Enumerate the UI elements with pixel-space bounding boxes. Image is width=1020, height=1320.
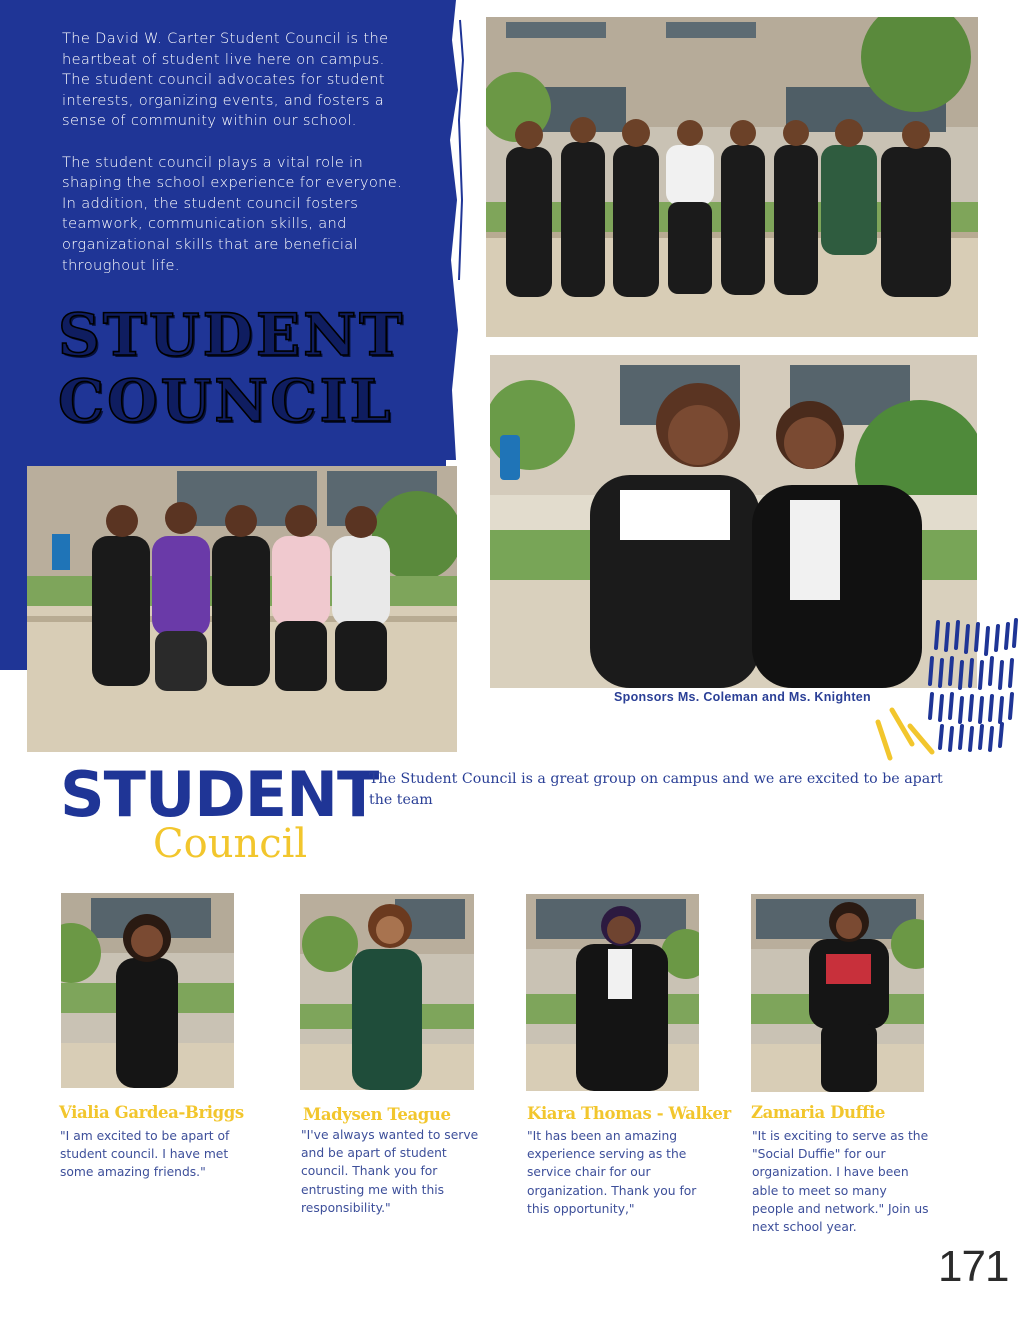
brush-stroke-decoration (446, 0, 464, 460)
decorative-stripes (926, 618, 1020, 752)
section-subheading: Council (153, 821, 308, 867)
group-photo-small (27, 466, 457, 752)
member-quote: "It is exciting to serve as the "Social Duffie" for our organization. I have been able to meet so many people and network." Join us next school year. (752, 1129, 929, 1235)
page-number: 171 (938, 1242, 1009, 1291)
section-heading: STUDENT (60, 758, 379, 831)
member-quote: "I am excited to be apart of student council. I have met some amazing friends." (60, 1129, 230, 1180)
member-quote: "It has been an amazing experience serving as the service chair for our organization. Thank you for this opportunity," (527, 1129, 697, 1216)
intro-text (62, 29, 412, 276)
blue-background-strip (0, 470, 27, 670)
decorative-yellow-strokes (872, 706, 936, 762)
member-name: Vialia Gardea-Briggs (59, 1103, 244, 1122)
member-portrait (526, 894, 699, 1091)
member-name: Kiara Thomas - Walker (527, 1104, 731, 1123)
sponsors-caption: Sponsors Ms. Coleman and Ms. Knighten (614, 690, 871, 704)
ornate-title-line-2: COUNCIL (58, 367, 394, 435)
ornate-title-line-1: STUDENT (58, 301, 406, 369)
intro-paragraph-2: The student council plays a vital role in shaping the school experience for everyone. In addition, the student council fosters teamwork, communication skills, and organizational skills that are beneficial throughout life. (62, 153, 403, 274)
tagline: The Student Council is a great group on campus and we are excited to be apart the team (369, 771, 943, 808)
member-name: Zamaria Duffie (751, 1103, 885, 1122)
member-quote: "I've always wanted to serve and be apart of student council. Thank you for entrusting me with this responsibility." (301, 1128, 479, 1215)
member-portrait (300, 894, 474, 1090)
intro-paragraph-1: The David W. Carter Student Council is the heartbeat of student live here on campus. The student council advocates for student interests, organizing events, and fosters a sense of community within our school. (62, 30, 389, 130)
member-name: Madysen Teague (303, 1105, 451, 1124)
member-portrait (61, 893, 234, 1088)
member-portrait (751, 894, 924, 1092)
sponsors-photo (490, 355, 977, 688)
group-photo-large (486, 17, 978, 337)
ornate-title (58, 302, 438, 434)
